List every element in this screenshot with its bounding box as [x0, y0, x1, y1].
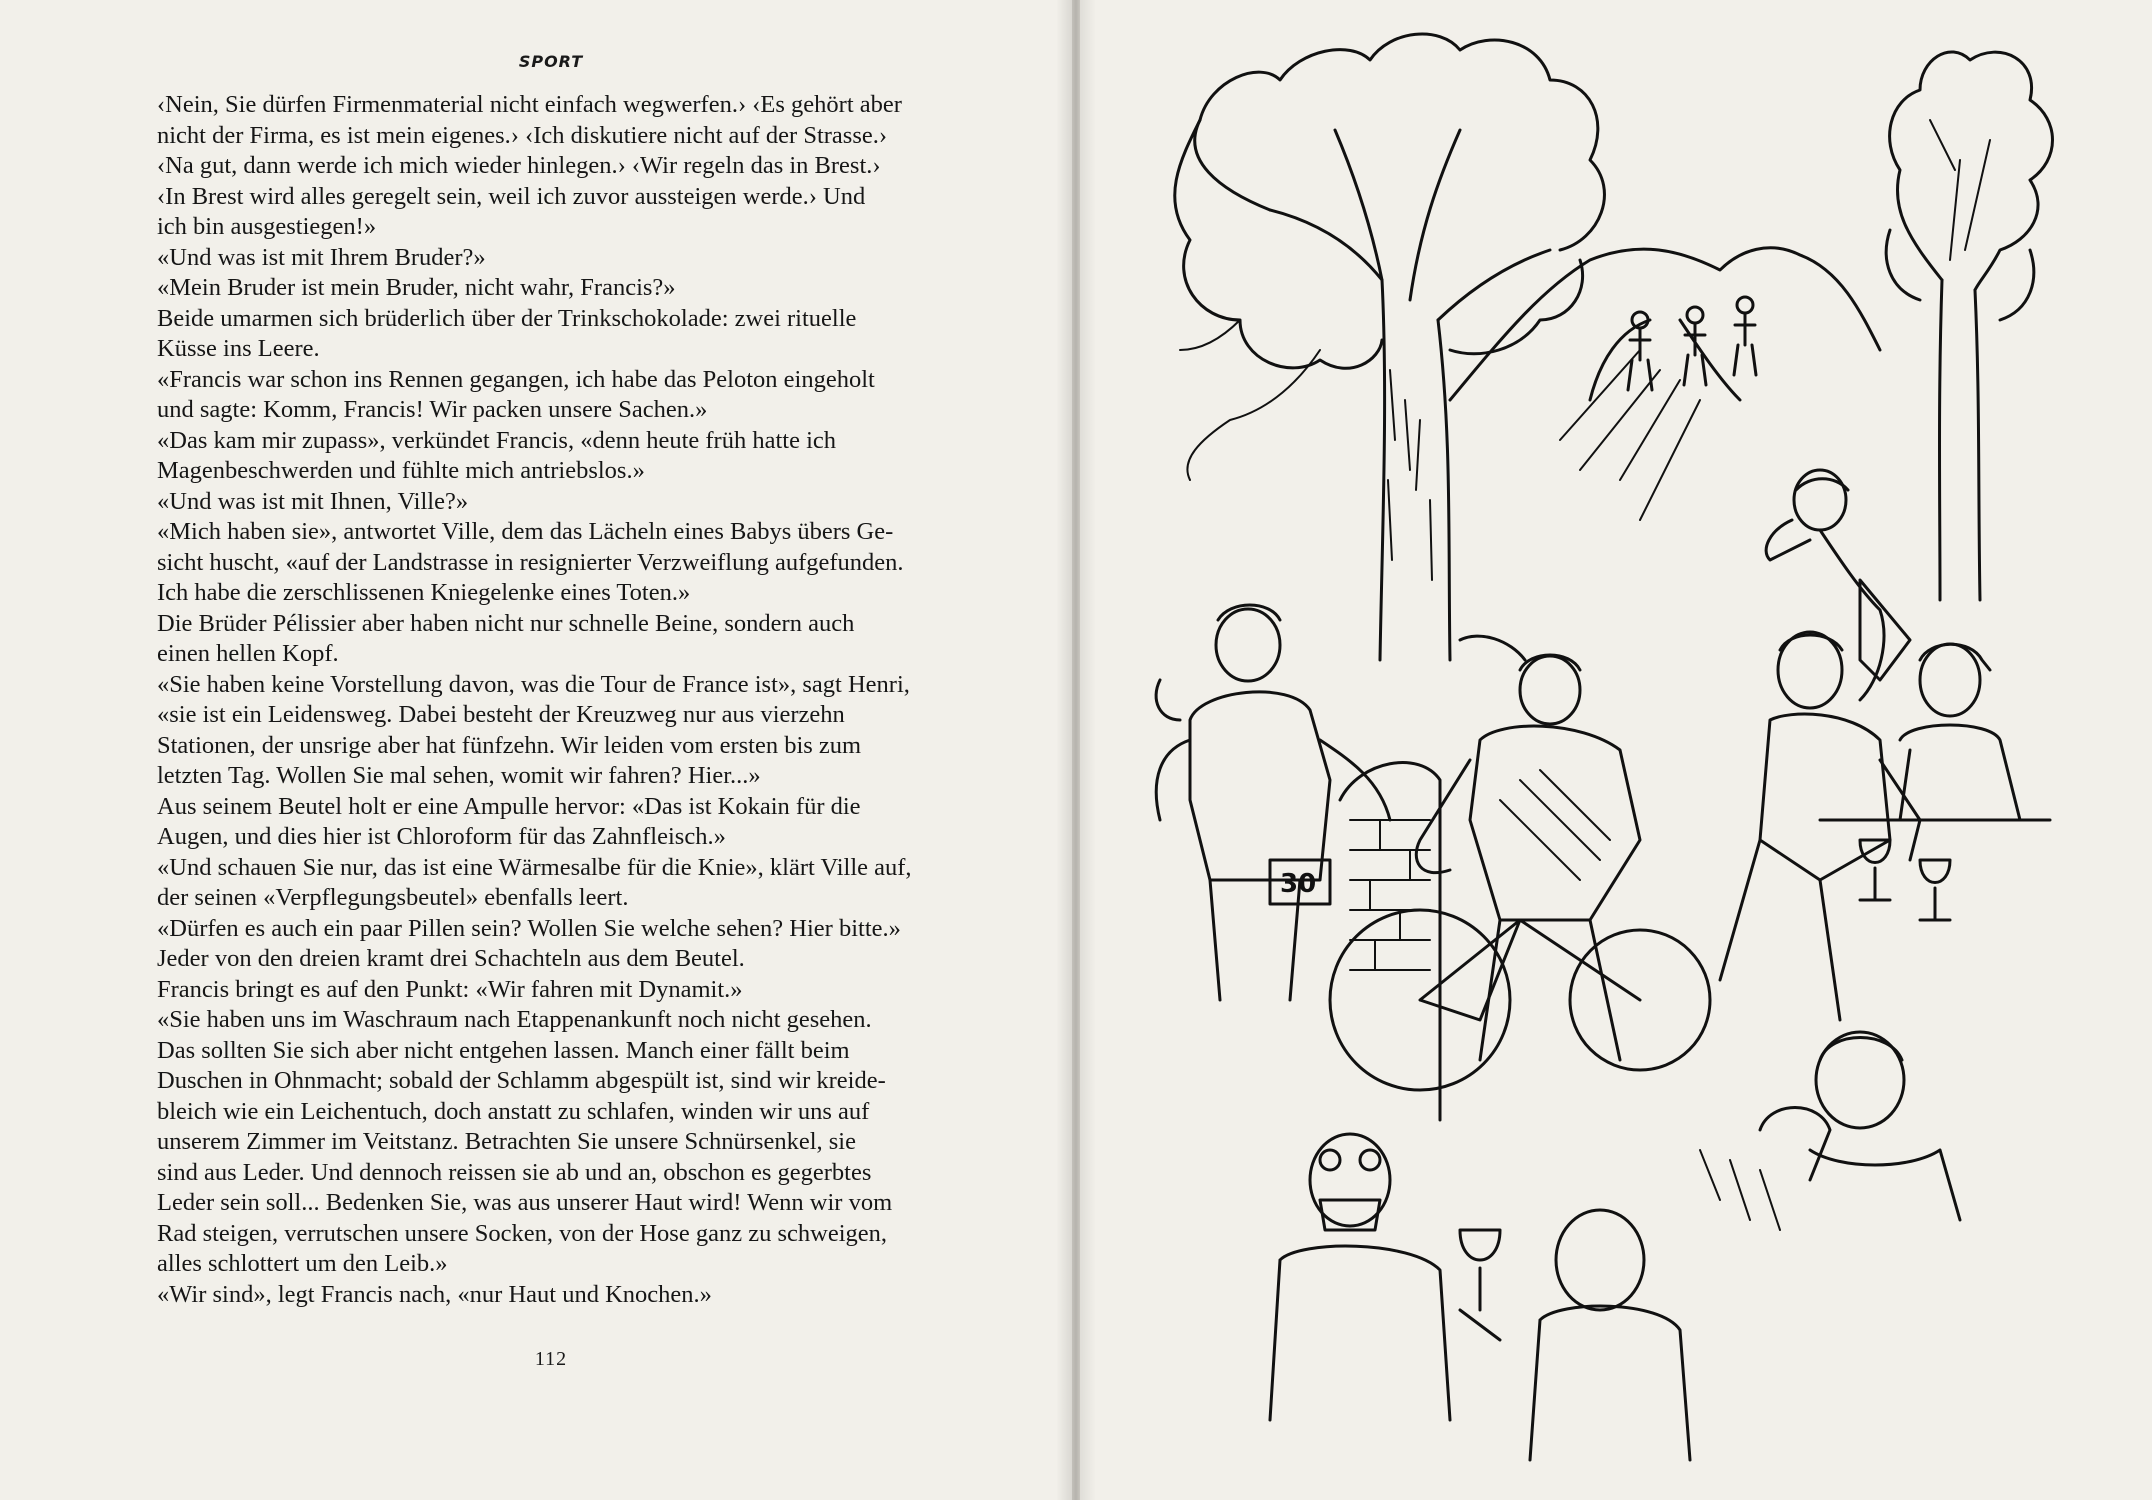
figure-drinking-bottle [1766, 470, 1910, 700]
text-line: nicht der Firma, es ist mein eigenes.› ‹Ich diskutiere nicht auf der Strasse.› [157, 121, 888, 149]
text-line: einen hellen Kopf. [157, 640, 339, 667]
text-line: letzten Tag. Wollen Sie mal sehen, womit wir fahren? Hier...» [157, 762, 761, 789]
left-page [0, 0, 1072, 1500]
text-line: sicht huscht, «auf der Landstrasse in resignierter Verzweiflung aufgefunden. [157, 548, 904, 576]
figure-cap-right [1820, 644, 2050, 820]
figure-wine-glass [1460, 1210, 1690, 1460]
text-line: Ich habe die zerschlissenen Kniegelenke eines Toten.» [157, 579, 691, 606]
text-line: Stationen, der unsrige aber hat fünfzehn. Wir leiden vom ersten bis zum [157, 731, 862, 759]
text-line: «Und was ist mit Ihnen, Ville?» [157, 487, 469, 515]
bib-number: 30 [1280, 869, 1317, 899]
text-line: «Sie haben uns im Waschraum nach Etappenankunft noch nicht gesehen. [157, 1006, 872, 1033]
wine-glasses [1860, 840, 1950, 920]
book-gutter [1056, 0, 1096, 1500]
text-line: Jeder von den dreien kramt drei Schachteln aus dem Beutel. [157, 945, 745, 972]
cyclists-illustration [1120, 20, 2130, 1480]
text-line: Leder sein soll... Bedenken Sie, was aus unserer Haut wird! Wenn wir vom [157, 1189, 893, 1216]
text-line: Beide umarmen sich brüderlich über der Trinkschokolade: zwei rituelle [157, 304, 857, 332]
text-line: «Wir sind», legt Francis nach, «nur Haut und Knochen.» [157, 1280, 712, 1308]
tree-branch [1180, 320, 1240, 350]
cyclists-distant [1628, 297, 1756, 390]
text-line: und sagte: Komm, Francis! Wir packen unsere Sachen.» [157, 396, 708, 423]
text-line: Augen, und dies hier ist Chloroform für das Zahnfleisch.» [157, 823, 726, 850]
figure-bottom-right [1700, 1032, 1960, 1230]
tree-right [1886, 52, 2052, 600]
text-line: ‹In Brest wird alles geregelt sein, weil ich zuvor aussteigen werde.› Und [157, 182, 866, 210]
text-line: der seinen «Verpflegungsbeutel» ebenfalls leert. [157, 884, 629, 911]
text-line: ich bin ausgestiegen!» [157, 213, 377, 240]
text-line: sind aus Leder. Und dennoch reissen sie ab und an, obschon es gegerbtes [157, 1158, 872, 1186]
text-line: «Sie haben keine Vorstellung davon, was die Tour de France ist», sagt Henri, [157, 670, 910, 698]
text-line: Das sollten Sie sich aber nicht entgehen lassen. Manch einer fällt beim [157, 1036, 850, 1064]
tree-central [1175, 34, 1605, 660]
text-line: Die Brüder Pélissier aber haben nicht nur schnelle Beine, sondern auch [157, 609, 855, 637]
text-line: «Mich haben sie», antwortet Ville, dem das Lächeln eines Babys übers Ge- [157, 518, 894, 545]
text-line: Duschen in Ohnmacht; sobald der Schlamm abgespült ist, sind wir kreide- [157, 1067, 886, 1094]
page-number: 112 [534, 1348, 568, 1370]
text-line: «sie ist ein Leidensweg. Dabei besteht der Kreuzweg nur aus vierzehn [157, 701, 845, 728]
text-line: Magenbeschwerden und fühlte mich antriebslos.» [157, 457, 645, 484]
figure-seated-right [1720, 632, 1920, 1020]
text-line: Aus seinem Beutel holt er eine Ampulle hervor: «Das ist Kokain für die [157, 792, 861, 820]
text-line: «Mein Bruder ist mein Bruder, nicht wahr, Francis?» [157, 274, 676, 301]
text-line: ‹Na gut, dann werde ich mich wieder hinlegen.› ‹Wir regeln das in Brest.› [157, 152, 881, 179]
text-line: «Francis war schon ins Rennen gegangen, ich habe das Peloton eingeholt [157, 365, 875, 393]
bicycle [1330, 910, 1710, 1090]
text-line: ‹Nein, Sie dürfen Firmenmaterial nicht einfach wegwerfen.› ‹Es gehört aber [157, 91, 902, 118]
text-line: Rad steigen, verrutschen unsere Socken, von der Hose ganz zu schweigen, [157, 1219, 887, 1247]
text-line: «Dürfen es auch ein paar Pillen sein? Wollen Sie welche sehen? Hier bitte.» [157, 914, 901, 942]
running-head: SPORT [518, 52, 584, 71]
text-line: Küsse ins Leere. [157, 335, 320, 362]
figure-goggles-cup [1270, 1134, 1450, 1420]
body-text [157, 90, 957, 1310]
text-line: «Das kam mir zupass», verkündet Francis, «denn heute früh hatte ich [157, 426, 837, 454]
text-line: Francis bringt es auf den Punkt: «Wir fahren mit Dynamit.» [157, 975, 743, 1003]
figure-central-drinking [1416, 636, 1640, 1060]
text-line: alles schlottert um den Leib.» [157, 1250, 448, 1277]
text-line: «Und was ist mit Ihrem Bruder?» [157, 243, 486, 271]
text-line: unserem Zimmer im Veitstanz. Betrachten Sie unsere Schnürsenkel, sie [157, 1128, 856, 1155]
text-line: «Und schauen Sie nur, das ist eine Wärmesalbe für die Knie», klärt Ville auf, [157, 853, 912, 881]
text-line: bleich wie ein Leichentuch, doch anstatt zu schlafen, winden wir uns auf [157, 1097, 870, 1125]
